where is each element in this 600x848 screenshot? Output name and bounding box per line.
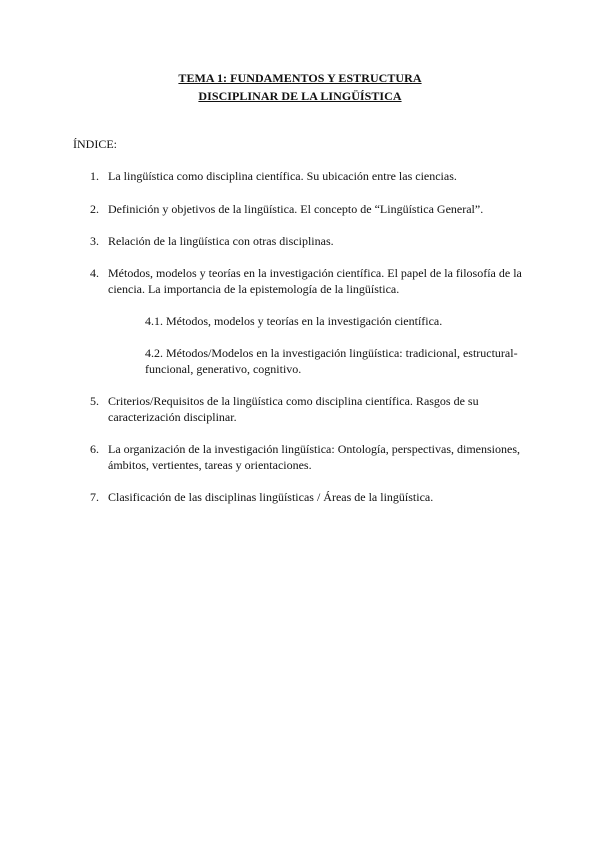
index-item-text: Criterios/Requisitos de la lingüística como disciplina científica. Rasgos de su caracterización disciplinar. [108,394,479,424]
document-title-line-2: DISCIPLINAR DE LA LINGÜÍSTICA [198,89,402,103]
index-item-text: Clasificación de las disciplinas lingüísticas / Áreas de la lingüística. [108,490,434,504]
index-heading: ÍNDICE: [73,137,117,151]
index-item-6 [90,441,540,473]
document-title-line-1: TEMA 1: FUNDAMENTOS Y ESTRUCTURA [178,71,422,85]
index-subitem-4-2: 4.2. Métodos/Modelos en la investigación lingüística: tradicional, estructural-funcional, generativo, cognitivo. [145,346,518,376]
index-subitem-4-1: 4.1. Métodos, modelos y teorías en la investigación científica. [145,314,443,328]
index-item-text: La lingüística como disciplina científica. Su ubicación entre las ciencias. [108,169,457,183]
index-item-number: 6. [90,442,99,456]
index-item-5 [90,393,540,425]
index-item-text: Definición y objetivos de la lingüística. El concepto de “Lingüística General”. [108,202,484,216]
index-item-text: Relación de la lingüística con otras disciplinas. [108,234,334,248]
index-item-4 [90,265,540,297]
index-item-7 [90,489,540,505]
index-item-number: 1. [90,169,99,183]
index-item-number: 4. [90,266,99,280]
index-item-text: Métodos, modelos y teorías en la investigación científica. El papel de la filosofía de la ciencia. La importancia de la epistemología de la lingüística. [108,266,522,296]
index-item-text: La organización de la investigación lingüística: Ontología, perspectivas, dimensiones, ámbitos, vertientes, tareas y orientaciones. [108,442,521,472]
index-item-number: 2. [90,202,99,216]
index-item-1 [90,168,540,184]
index-item-number: 5. [90,394,99,408]
index-item-number: 7. [90,490,99,504]
index-item-number: 3. [90,234,99,248]
index-item-2 [90,201,540,217]
index-item-3 [90,233,540,249]
